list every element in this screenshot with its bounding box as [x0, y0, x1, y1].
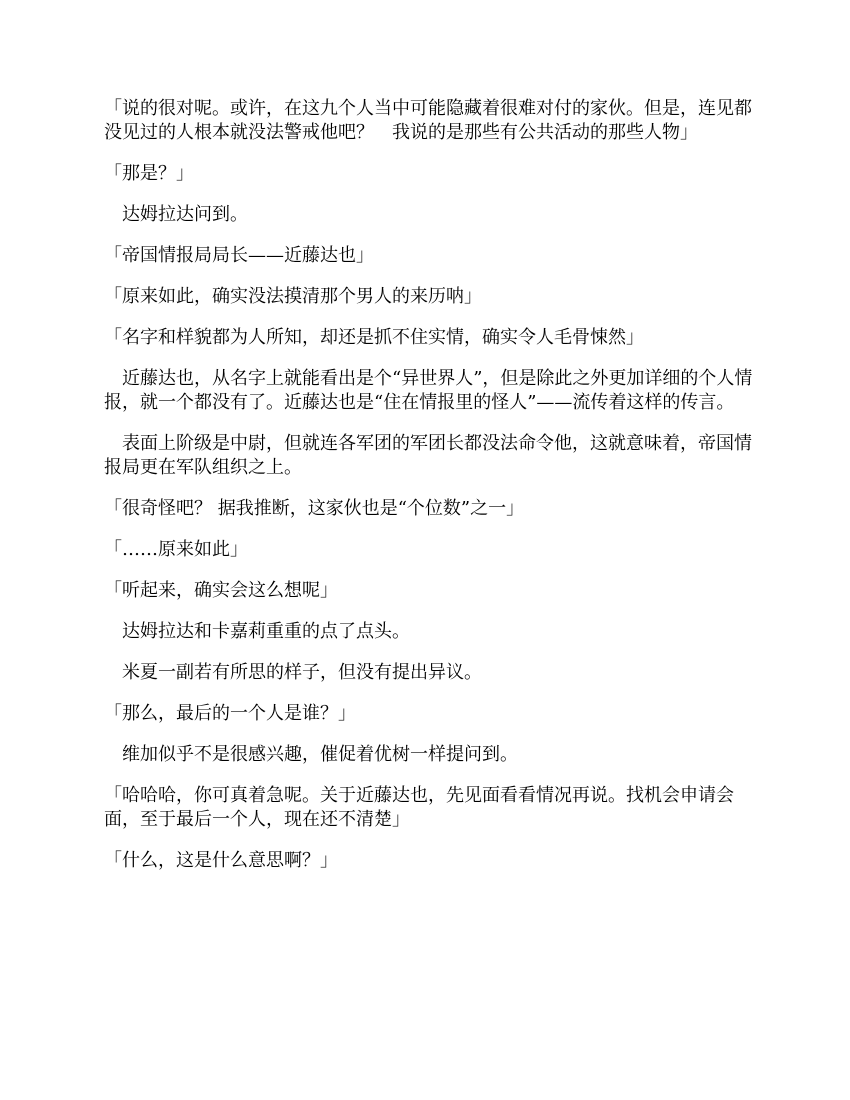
dialogue-paragraph: 「原来如此，确实没法摸清那个男人的来历呐」 — [104, 286, 482, 307]
dialogue-paragraph: 「听起来，确实会这么想呢」 — [104, 580, 338, 601]
document-page — [104, 97, 754, 890]
dialogue-paragraph: 「名字和样貌都为人所知，却还是抓不住实情，确实令人毛骨悚然」 — [104, 327, 644, 348]
dialogue-paragraph: 「哈哈哈，你可真着急呢。关于近藤达也，先见面看看情况再说。找机会申请会面，至于最后一个人，现在还不清楚」 — [104, 785, 734, 830]
dialogue-paragraph: 「那是？」 — [104, 163, 194, 184]
narration-paragraph: 维加似乎不是很感兴趣，催促着优树一样提问到。 — [122, 744, 518, 765]
dialogue-paragraph: 「那么，最后的一个人是谁？」 — [104, 703, 356, 724]
dialogue-paragraph: 「说的很对呢。或许，在这九个人当中可能隐藏着很难对付的家伙。但是，连见都没见过的人根本就没法警戒他吧？ 我说的是那些有公共活动的那些人物」 — [104, 98, 752, 143]
dialogue-paragraph: 「帝国情报局局长——近藤达也」 — [104, 245, 374, 266]
narration-paragraph: 达姆拉达和卡嘉莉重重的点了点头。 — [122, 621, 410, 642]
narration-paragraph: 近藤达也，从名字上就能看出是个“异世界人”，但是除此之外更加详细的个人情报，就一个都没有了。近藤达也是“住在情报里的怪人”——流传着这样的传言。 — [104, 368, 753, 413]
narration-paragraph: 米夏一副若有所思的样子，但没有提出异议。 — [122, 662, 482, 683]
narration-paragraph: 达姆拉达问到。 — [122, 204, 248, 225]
dialogue-paragraph: 「很奇怪吧？ 据我推断，这家伙也是“个位数”之一」 — [104, 498, 525, 519]
dialogue-paragraph: 「……原来如此」 — [104, 539, 248, 560]
dialogue-paragraph: 「什么，这是什么意思啊？」 — [104, 850, 338, 871]
narration-paragraph: 表面上阶级是中尉，但就连各军团的军团长都没法命令他，这就意味着，帝国情报局更在军队组织之上。 — [104, 433, 752, 478]
